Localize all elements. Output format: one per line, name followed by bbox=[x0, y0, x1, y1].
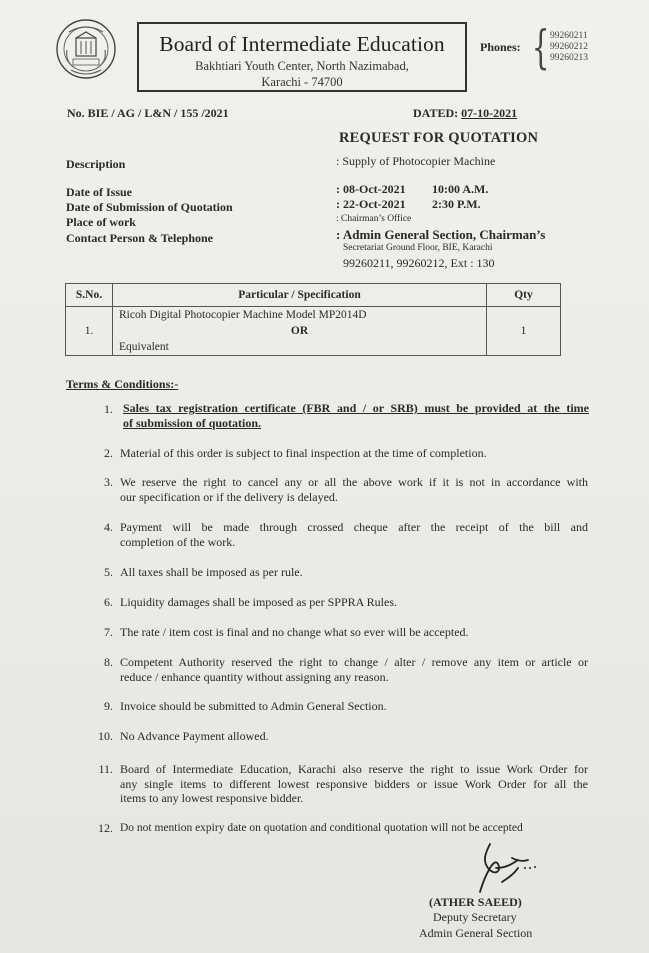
term-10-text bbox=[120, 729, 588, 744]
signatory-section: Admin General Section bbox=[419, 926, 533, 940]
submission-date-label: Date of Submission of Quotation bbox=[66, 200, 233, 214]
term-6-text bbox=[120, 595, 588, 610]
term-number: 9. bbox=[104, 699, 113, 713]
term-line: reduce / enhance quantity without assigning any reason. bbox=[120, 669, 389, 684]
term-line: our specification or if the delivery is delayed. bbox=[120, 489, 338, 504]
contact-value: : Admin General Section, Chairman’s bbox=[336, 227, 546, 242]
term-12-text bbox=[120, 821, 588, 836]
address-line-2: Karachi - 74700 bbox=[261, 75, 343, 89]
term-line: any single items to different lowest responsive bidders or issue Work Order for all the bbox=[120, 776, 588, 791]
term-number: 8. bbox=[104, 655, 113, 669]
term-2-text bbox=[120, 446, 588, 461]
spec-line-1: Ricoh Digital Photocopier Machine Model MP2014D bbox=[119, 309, 367, 321]
term-line: All taxes shall be imposed as per rule. bbox=[120, 565, 303, 579]
contact-label: Contact Person & Telephone bbox=[66, 231, 213, 245]
phone-number-2: 99260212 bbox=[550, 42, 588, 52]
term-number: 7. bbox=[104, 625, 113, 639]
term-line: The rate / item cost is final and no change what so ever will be accepted. bbox=[120, 625, 469, 639]
signatory-name: (ATHER SAEED) bbox=[429, 895, 522, 909]
term-number: 5. bbox=[104, 565, 113, 579]
term-number: 3. bbox=[104, 475, 113, 489]
term-line: No Advance Payment allowed. bbox=[120, 729, 269, 743]
letterhead-box bbox=[137, 22, 467, 92]
col-header-sno: S.No. bbox=[66, 284, 113, 307]
term-1-text bbox=[123, 401, 589, 430]
term-number: 6. bbox=[104, 595, 113, 609]
term-line: Do not mention expiry date on quotation and conditional quotation will not be accepted bbox=[120, 822, 523, 834]
reference-number: No. BIE / AG / L&N / 155 /2021 bbox=[67, 106, 229, 120]
table-row bbox=[66, 307, 561, 356]
term-number: 1. bbox=[104, 402, 113, 416]
term-5-text bbox=[120, 565, 588, 580]
term-number: 2. bbox=[104, 446, 113, 460]
term-line: Sales tax registration certificate (FBR and / or SRB) must be provided at the time bbox=[123, 401, 589, 415]
term-8-text bbox=[120, 655, 588, 684]
term-line: Material of this order is subject to final inspection at the time of completion. bbox=[120, 446, 487, 460]
term-number: 12. bbox=[98, 821, 113, 835]
place-of-work-label: Place of work bbox=[66, 215, 136, 229]
handwritten-signature-icon bbox=[462, 838, 542, 898]
organization-name: Board of Intermediate Education bbox=[159, 32, 445, 56]
submission-time-value: 2:30 P.M. bbox=[432, 197, 481, 211]
term-9-text bbox=[120, 699, 588, 714]
brace-icon: { bbox=[531, 20, 550, 74]
term-number: 11. bbox=[98, 762, 113, 776]
col-header-qty: Qty bbox=[487, 284, 561, 307]
term-line: Invoice should be submitted to Admin General Section. bbox=[120, 699, 387, 713]
issue-time-value: 10:00 A.M. bbox=[432, 182, 489, 196]
term-line: We reserve the right to cancel any or all the above work if it is not in accordance with bbox=[120, 475, 588, 489]
phones-label: Phones: bbox=[480, 40, 521, 54]
signatory-designation: Deputy Secretary bbox=[433, 910, 517, 924]
bie-karachi-seal-icon bbox=[55, 18, 117, 80]
term-line: Board of Intermediate Education, Karachi also reserve the right to issue Work Order for bbox=[120, 762, 588, 776]
address-line-1: Bakhtiari Youth Center, North Nazimabad, bbox=[195, 59, 409, 73]
phone-number-3: 99260213 bbox=[550, 53, 588, 63]
description-value: : Supply of Photocopier Machine bbox=[336, 154, 496, 168]
issue-date-value: : 08-Oct-2021 bbox=[336, 182, 406, 196]
term-7-text bbox=[120, 625, 588, 640]
description-label: Description bbox=[66, 157, 126, 171]
place-of-work-value: : Chairman’s Office bbox=[336, 214, 412, 224]
dated-label: DATED: bbox=[413, 106, 459, 120]
term-line: Liquidity damages shall be imposed as per SPPRA Rules. bbox=[120, 595, 397, 609]
term-line: of submission of quotation. bbox=[123, 415, 262, 430]
term-line: items to any lowest responsive bidder. bbox=[120, 791, 304, 805]
col-header-particular: Particular / Specification bbox=[113, 284, 487, 307]
spec-line-3: Equivalent bbox=[119, 341, 169, 353]
cell-particular bbox=[113, 307, 487, 356]
terms-heading: Terms & Conditions:- bbox=[66, 377, 179, 391]
contact-address: Secretariat Ground Floor, BIE, Karachi bbox=[343, 243, 493, 253]
term-line: completion of the work. bbox=[120, 534, 236, 549]
term-number: 4. bbox=[104, 520, 113, 534]
issue-date-label: Date of Issue bbox=[66, 185, 132, 199]
term-11-text bbox=[120, 762, 588, 806]
contact-phones: 99260211, 99260212, Ext : 130 bbox=[343, 256, 495, 270]
quotation-table bbox=[65, 283, 561, 356]
term-number: 10. bbox=[98, 729, 113, 743]
dated-value: 07-10-2021 bbox=[461, 106, 518, 120]
cell-sno: 1. bbox=[66, 307, 113, 356]
term-4-text bbox=[120, 520, 588, 549]
table-header-row bbox=[66, 284, 561, 307]
phone-number-1: 99260211 bbox=[550, 31, 588, 41]
cell-qty: 1 bbox=[487, 307, 561, 356]
term-line: Payment will be made through crossed cheque after the receipt of the bill and bbox=[120, 520, 588, 534]
spec-or: OR bbox=[290, 325, 309, 337]
term-3-text bbox=[120, 475, 588, 504]
term-line: Competent Authority reserved the right to change / alter / remove any item or article or bbox=[120, 655, 588, 669]
document-title: REQUEST FOR QUOTATION bbox=[339, 130, 539, 146]
submission-date-value: : 22-Oct-2021 bbox=[336, 197, 406, 211]
